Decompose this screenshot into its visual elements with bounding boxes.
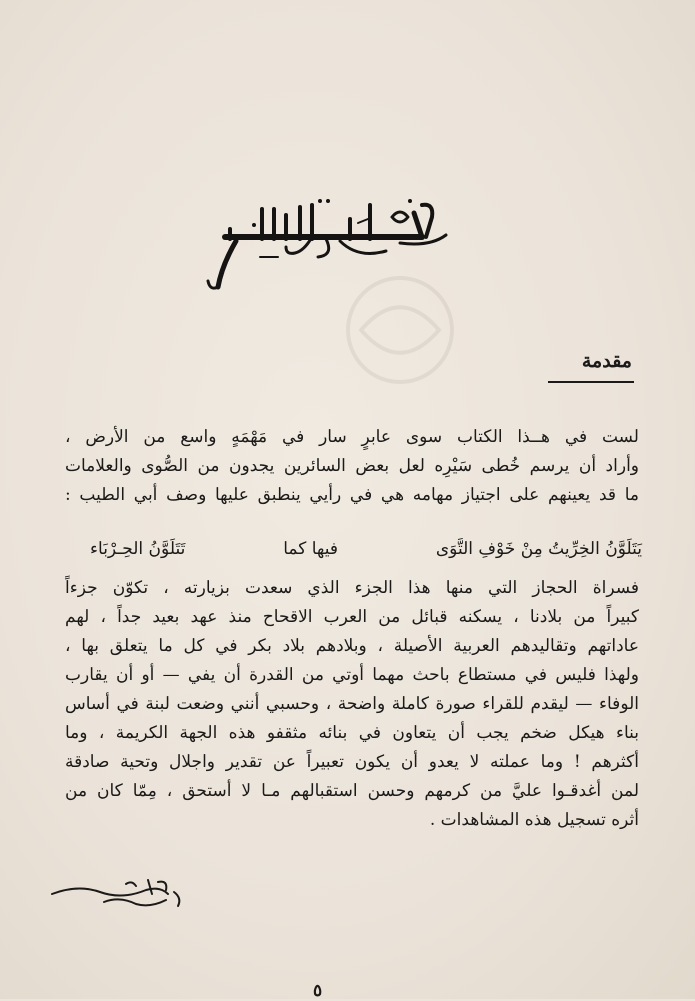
text-line: أكثرهم ! وما عملته لا يعدو أن يكون تعبيراً عن تقدير واجلال وتحية صادقة — [65, 752, 639, 772]
verse-second-hemistich: تَتَلَوَّنُ الحِـرْبَاء — [90, 539, 186, 559]
text-line: كبيراً من بلادنا ، يسكنه قبائل من العرب الاقحاح منذ عهد بعيد جداً ، لهم — [65, 607, 639, 627]
text-line: لمن أغدقـوا عليَّ من كرمهم وحسن استقبالهم مـا لا أستحق ، مِمّا كان من — [65, 781, 639, 801]
heading-underline — [548, 381, 634, 383]
author-signature — [48, 874, 188, 914]
text-line: بناء هيكل ضخم يجب أن يتعاون في بنائه مثقفو هذه الجهة الكريمة ، وما — [65, 723, 639, 743]
basmala-calligraphy — [200, 195, 460, 295]
text-line: وأراد أن يرسم خُطى سَيْرِه لعل بعض السائرين يجدون من الصُّوى والعلامات — [65, 456, 639, 476]
verse-first-hemistich: يَتَلَوَّنُ الخِرِّيتُ مِنْ خَوْفِ التَّوَى — [435, 539, 642, 559]
poetry-verse — [90, 535, 642, 564]
section-heading: مقدمة — [581, 350, 632, 372]
text-line: الوفاء — ليقدم للقراء صورة كاملة واضحة ، وحسبي أنني وضعت لبنة في أساس — [65, 694, 639, 714]
paragraph-intro — [65, 423, 639, 510]
text-line: ولهذا فليس في مستطاع باحث مهما أوتي من القدرة أن يفي — أو أن يقارب — [65, 665, 639, 685]
text-line: لست في هــذا الكتاب سوى عابرٍ سار في مَهْمَهٍ واسع من الأرض ، — [65, 427, 639, 447]
verse-middle-words: فيها كما — [283, 539, 338, 559]
text-line: ما قد يعينهم على اجتياز مهامه هي في رأيي ينطبق عليها وصف أبي الطيب : — [65, 485, 639, 505]
text-line: أثره تسجيل هذه المشاهدات . — [429, 810, 639, 830]
page-number: ٥ — [313, 981, 323, 1001]
text-line: فسراة الحجاز التي منها هذا الجزء الذي سعدت بزيارته ، تكوّن جزءاً — [65, 578, 639, 598]
text-line: عاداتهم وتقاليدهم العربية الأصيلة ، وبلادهم بلاد بكر في كل ما يتعلق بها ، — [65, 636, 639, 656]
paragraph-body — [65, 574, 639, 835]
